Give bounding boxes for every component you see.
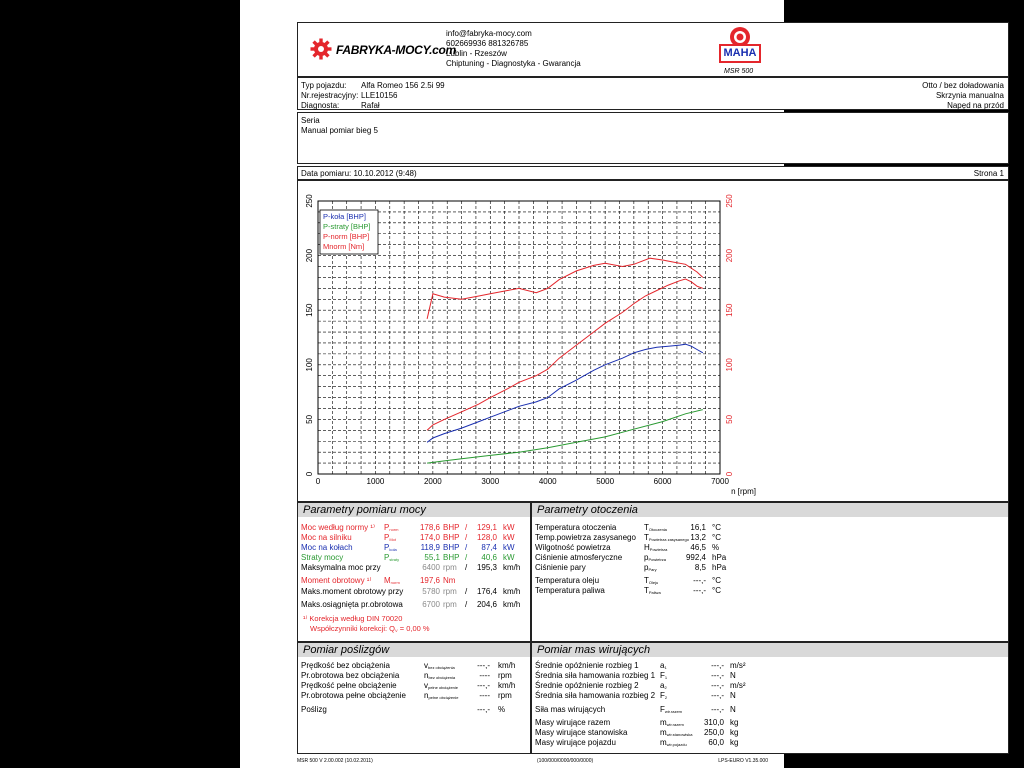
y-tick-label-left: 150	[305, 303, 314, 317]
rotating-mass-row-unit: kg	[730, 738, 739, 747]
rotating-mass-row-value: ---,-	[711, 671, 724, 680]
vehicle-type-label: Typ pojazdu:	[301, 81, 347, 90]
rotating-mass-row-value: 250,0	[703, 728, 724, 737]
environment-row-value: ---,-	[693, 586, 706, 595]
slip-row	[298, 681, 530, 691]
power-row-unit2: kW	[503, 533, 515, 542]
row-sep: /	[465, 587, 468, 596]
rotating-mass-row-unit: kg	[730, 728, 739, 737]
rotating-mass-row-unit: kg	[730, 718, 739, 727]
x-tick-label: 5000	[596, 477, 615, 486]
rotating-mass-row-unit: N	[730, 691, 736, 700]
power-row-unit1: BHP	[443, 523, 460, 532]
environment-row	[532, 563, 1008, 573]
power-row-value2: 128,0	[476, 533, 497, 542]
maha-text: MAHA	[723, 47, 757, 59]
power-row-sep: /	[465, 523, 468, 532]
legend-entry-2: P-norm [BHP]	[323, 232, 370, 241]
environment-row-label: Temperatura paliwa	[535, 586, 605, 595]
slip-row-value: ----	[479, 671, 490, 680]
y-tick-label-left: 0	[305, 471, 314, 477]
power-row-symbol: $P_{norm}$	[384, 523, 399, 532]
rotating-mass-row-value: 60,0	[708, 738, 724, 747]
row-label: Maks.moment obrotowy przy	[301, 587, 404, 596]
row-unit1: rpm	[443, 587, 457, 596]
measurement-bar	[297, 166, 1009, 180]
power-row-value1: 178,6	[419, 523, 440, 532]
power-row	[298, 563, 530, 573]
slip-title: Pomiar poślizgów	[298, 643, 530, 657]
measurement-date: Data pomiaru: 10.10.2012 (9:48)	[301, 169, 417, 178]
environment-row-value: ---,-	[693, 576, 706, 585]
power-row-unit1: BHP	[443, 543, 460, 552]
diagnostician-label: Diagnosta:	[301, 101, 340, 110]
note-line-2: Manual pomiar bieg 5	[301, 126, 378, 135]
slip-row-symbol: $v_{bez obciążenia}$	[424, 661, 455, 670]
gearbox-type: Skrzynia manualna	[935, 91, 1004, 100]
x-tick-label: 4000	[538, 477, 557, 486]
contact-email: info@fabryka-mocy.com	[446, 29, 532, 38]
legend-entry-3: Mnorm [Nm]	[323, 242, 365, 251]
power-row-sep: /	[465, 553, 468, 562]
power-params-panel	[297, 502, 531, 642]
power-row	[298, 543, 530, 553]
rotating-mass-row-symbol: $F_2$	[660, 691, 668, 700]
series-line-2	[427, 279, 703, 430]
rotating-mass-row-label: Masy wirujące razem	[535, 718, 611, 727]
power-row-label: Maksymalna moc przy	[301, 563, 381, 572]
rpm-max-row	[298, 600, 530, 610]
note-line-1: Seria	[301, 116, 320, 125]
rotating-mass-title: Pomiar mas wirujących	[532, 643, 1008, 657]
environment-row-value: 13,2	[690, 533, 706, 542]
power-row	[298, 553, 530, 563]
power-row-unit1: rpm	[443, 563, 457, 572]
row-unit2: km/h	[503, 600, 521, 609]
environment-row	[532, 576, 1008, 586]
rotating-mass-row-symbol: $a_2$	[660, 681, 667, 690]
power-row-value1: 118,9	[420, 543, 440, 552]
rotating-mass-row-label: Masy wirujące pojazdu	[535, 738, 616, 747]
environment-row-label: Ciśnienie atmosferyczne	[535, 553, 623, 562]
rotating-mass-row-symbol: $m_{wir.pojazdu}$	[660, 738, 687, 747]
torque-max-row	[298, 587, 530, 597]
legend-entry-0: P-koła [BHP]	[323, 212, 366, 221]
power-row-sep: /	[465, 543, 468, 552]
power-row-value1: 174,0	[419, 533, 440, 542]
contact-city: Lublin - Rzeszów	[446, 49, 507, 58]
x-tick-label: 7000	[711, 477, 729, 486]
rotating-mass-row-unit: N	[730, 705, 736, 714]
contact-services: Chiptuning - Diagnostyka - Gwarancja	[446, 59, 581, 68]
footer-code: (100/000/0000/000/0000)	[537, 758, 594, 764]
slip-row-symbol: $n_{pełne obciążenie}$	[424, 691, 459, 700]
slip-row-unit: km/h	[498, 681, 516, 690]
din-correction-note: ¹⁾ Korekcja według DIN 70020	[303, 614, 403, 623]
power-row-value2: 129,1	[476, 523, 497, 532]
power-row-unit2: kW	[503, 523, 515, 532]
row-value2: 204,6	[476, 600, 497, 609]
y-tick-label-right: 250	[725, 194, 734, 208]
y-tick-label-left: 100	[305, 358, 314, 372]
row-value1: 6700	[422, 600, 440, 609]
rotating-mass-row-label: Średnie opóźnienie rozbieg 1	[535, 661, 639, 670]
environment-row-label: Ciśnienie pary	[535, 563, 586, 572]
rotating-mass-row	[532, 691, 1008, 701]
footer-version: MSR 500 V 2.00.002 (10.02.2011)	[297, 758, 373, 764]
environment-row	[532, 543, 1008, 553]
power-row-unit2: kW	[503, 543, 515, 552]
x-tick-label: 6000	[653, 477, 672, 486]
slip-row	[298, 705, 530, 715]
rotating-mass-row-label: Masy wirujące stanowiska	[535, 728, 628, 737]
environment-row-symbol: $p_{Pary}$	[644, 563, 657, 572]
vehicle-reg-value: LLE10156	[361, 91, 398, 100]
environment-row	[532, 523, 1008, 533]
y-tick-label-left: 250	[305, 194, 314, 208]
rotating-mass-row-value: ---,-	[711, 691, 724, 700]
row-value2: 176,4	[476, 587, 497, 596]
slip-row-label: Prędkość bez obciążenia	[301, 661, 390, 670]
rotating-mass-row-unit: m/s²	[730, 661, 746, 670]
rotating-mass-row-symbol: $F_{wir.razem}$	[660, 705, 683, 714]
rotating-mass-row-unit: m/s²	[730, 681, 746, 690]
chart-legend	[320, 210, 378, 254]
environment-row-symbol: $p_{Powietrza}$	[644, 553, 667, 562]
power-row-unit1: BHP	[443, 533, 460, 542]
power-row-unit2: km/h	[503, 563, 521, 572]
power-row-value2: 87,4	[481, 543, 497, 552]
row-sep: /	[465, 600, 468, 609]
y-tick-label-right: 0	[725, 471, 734, 477]
rotating-mass-row-unit: N	[730, 671, 736, 680]
correction-factor-note: Współczynniki korekcji: $Q_V = 0,00$ %	[310, 624, 430, 633]
rotating-mass-row-label: Średnia siła hamowania rozbieg 1	[535, 671, 656, 680]
series-line-0	[427, 344, 703, 442]
environment-row-label: Temp.powietrza zasysanego	[535, 533, 636, 542]
environment-row-value: 8,5	[694, 563, 706, 572]
environment-row-unit: °C	[712, 576, 721, 585]
environment-title: Parametry otoczenia	[532, 503, 1008, 517]
slip-row-value: ---,-	[477, 661, 490, 670]
environment-row-unit: hPa	[712, 553, 727, 562]
slip-row-label: Poślizg	[301, 705, 327, 714]
power-row	[298, 523, 530, 533]
vehicle-info	[297, 77, 1009, 110]
x-tick-label: 0	[315, 477, 321, 486]
rotating-mass-row-value: 310,0	[703, 718, 724, 727]
contact-block	[446, 29, 581, 69]
drive-type: Napęd na przód	[947, 101, 1004, 110]
rotating-mass-row-symbol: $m_{wir.razem}$	[660, 718, 684, 727]
rotating-mass-row-label: Siła mas wirujących	[535, 705, 606, 714]
slip-row-label: Pr.obrotowa bez obciążenia	[301, 671, 400, 680]
footer-software: LPS-EURO V1.35.000	[718, 758, 768, 764]
y-tick-label-right: 50	[725, 414, 734, 424]
x-tick-label: 3000	[481, 477, 500, 486]
environment-row-label: Wilgotność powietrza	[535, 543, 611, 552]
torque-value: 197,6	[419, 576, 440, 585]
environment-row-unit: hPa	[712, 563, 727, 572]
environment-row-symbol: $T_{Paliwa}$	[644, 586, 661, 595]
environment-row-symbol: $T_{Powietrza zasysanego}$	[644, 533, 689, 542]
rotating-mass-row	[532, 728, 1008, 738]
power-row-symbol: $P_{straty}$	[384, 553, 400, 562]
rotating-mass-row	[532, 681, 1008, 691]
rotating-mass-row-label: Średnia siła hamowania rozbieg 2	[535, 691, 656, 700]
rotating-mass-row-value: ---,-	[711, 661, 724, 670]
environment-row-unit: %	[712, 543, 720, 552]
gear-logo-icon	[310, 38, 332, 60]
vehicle-type-value: Alfa Romeo 156 2.5i 99	[361, 81, 445, 90]
environment-row-value: 46,5	[690, 543, 706, 552]
vehicle-reg-label: Nr.rejestracyjny:	[301, 91, 359, 100]
device-model: MSR 500	[724, 68, 754, 75]
torque-label: Moment obrotowy ¹⁾	[301, 576, 372, 585]
power-row-sep: /	[465, 533, 468, 542]
y-tick-label-left: 200	[305, 248, 314, 263]
slip-row-label: Prędkość pełne obciążenie	[301, 681, 397, 690]
slip-row	[298, 691, 530, 701]
rotating-mass-row-symbol: $m_{wir.stanowiska}$	[660, 728, 693, 737]
power-row-label: Moc na silniku	[301, 533, 352, 542]
slip-row-unit: %	[498, 705, 506, 714]
environment-row-label: Temperatura oleju	[535, 576, 600, 585]
row-label: Maks.osiągnięta pr.obrotowa	[301, 600, 403, 609]
legend-entry-1: P-straty [BHP]	[323, 222, 371, 231]
environment-row-symbol: $T_{Otoczenia}$	[644, 523, 667, 532]
environment-row-symbol: $H_{Powietrza}$	[644, 543, 668, 552]
power-row-value2: 195,3	[476, 563, 497, 572]
slip-row	[298, 661, 530, 671]
torque-row	[298, 576, 530, 586]
row-unit2: km/h	[503, 587, 521, 596]
power-torque-chart	[298, 181, 1008, 501]
power-row-sep: /	[465, 563, 468, 572]
power-row-label: Straty mocy	[301, 553, 344, 562]
row-value1: 5780	[422, 587, 440, 596]
power-row-unit1: BHP	[443, 553, 460, 562]
rotating-mass-row-symbol: $a_1$	[660, 661, 667, 670]
rotating-mass-row	[532, 661, 1008, 671]
rotating-mass-row-symbol: $F_1$	[660, 671, 668, 680]
rotating-mass-row-label: Średnie opóźnienie rozbieg 2	[535, 681, 639, 690]
environment-row-value: 16,1	[690, 523, 706, 532]
x-tick-label: 2000	[423, 477, 442, 486]
slip-row-value: ----	[479, 691, 490, 700]
power-row	[298, 533, 530, 543]
slip-row-unit: rpm	[498, 671, 512, 680]
rotating-mass-row-value: ---,-	[711, 681, 724, 690]
environment-row-symbol: $T_{Oleju}$	[644, 576, 659, 585]
x-axis-label: n [rpm]	[731, 487, 756, 496]
y-tick-label-left: 50	[305, 414, 314, 424]
slip-row	[298, 671, 530, 681]
slip-row-unit: km/h	[498, 661, 516, 670]
slip-row-label: Pr.obrotowa pełne obciążenie	[301, 691, 406, 700]
slip-row-symbol: $v_{pełne obciążenie}$	[424, 681, 459, 690]
slip-row-symbol: $n_{bez obciążenia}$	[424, 671, 456, 680]
rotating-mass-row	[532, 705, 1008, 715]
torque-symbol: $M_{norm}$	[384, 576, 400, 585]
row-unit1: rpm	[443, 600, 457, 609]
slip-row-value: ---,-	[477, 705, 490, 714]
page-number: Strona 1	[973, 169, 1004, 178]
environment-row-unit: °C	[712, 523, 721, 532]
environment-row	[532, 553, 1008, 563]
rotating-mass-row-value: ---,-	[711, 705, 724, 714]
y-tick-label-right: 150	[725, 303, 734, 317]
contact-phone: 602669936 881326785	[446, 39, 529, 48]
y-tick-label-right: 200	[725, 248, 734, 263]
slip-panel	[297, 642, 531, 754]
rotating-mass-row	[532, 671, 1008, 681]
environment-row	[532, 586, 1008, 596]
power-row-value1: 55,1	[424, 553, 440, 562]
y-tick-label-right: 100	[725, 358, 734, 372]
series-line-1	[427, 410, 703, 464]
power-row-symbol: $P_{Mot}$	[384, 533, 397, 542]
power-row-symbol: $P_{koła}$	[384, 543, 397, 552]
rotating-mass-row	[532, 718, 1008, 728]
power-row-value2: 40,6	[481, 553, 497, 562]
power-row-label: Moc na kołach	[301, 543, 353, 552]
rotating-mass-row	[532, 738, 1008, 748]
environment-row-value: 992,4	[685, 553, 706, 562]
environment-row	[532, 533, 1008, 543]
engine-type: Otto / bez doładowania	[922, 81, 1004, 90]
notes-box	[297, 112, 1009, 164]
x-tick-label: 1000	[366, 477, 385, 486]
environment-row-unit: °C	[712, 586, 721, 595]
report-header	[297, 22, 1009, 77]
torque-unit: Nm	[443, 576, 456, 585]
environment-row-label: Temperatura otoczenia	[535, 523, 617, 532]
environment-panel	[531, 502, 1009, 642]
maha-logo	[718, 26, 762, 64]
power-row-unit2: kW	[503, 553, 515, 562]
slip-row-value: ---,-	[477, 681, 490, 690]
report-page	[240, 0, 1004, 768]
chart-panel	[297, 180, 1009, 502]
power-params-title: Parametry pomiaru mocy	[298, 503, 530, 517]
rotating-mass-panel	[531, 642, 1009, 754]
power-row-value1: 6400	[422, 563, 440, 572]
logo-text: FABRYKA-MOCY.com	[336, 43, 456, 57]
power-row-label: Moc według normy ¹⁾	[301, 523, 375, 532]
environment-row-unit: °C	[712, 533, 721, 542]
slip-row-unit: rpm	[498, 691, 512, 700]
diagnostician-value: Rafał	[361, 101, 380, 110]
